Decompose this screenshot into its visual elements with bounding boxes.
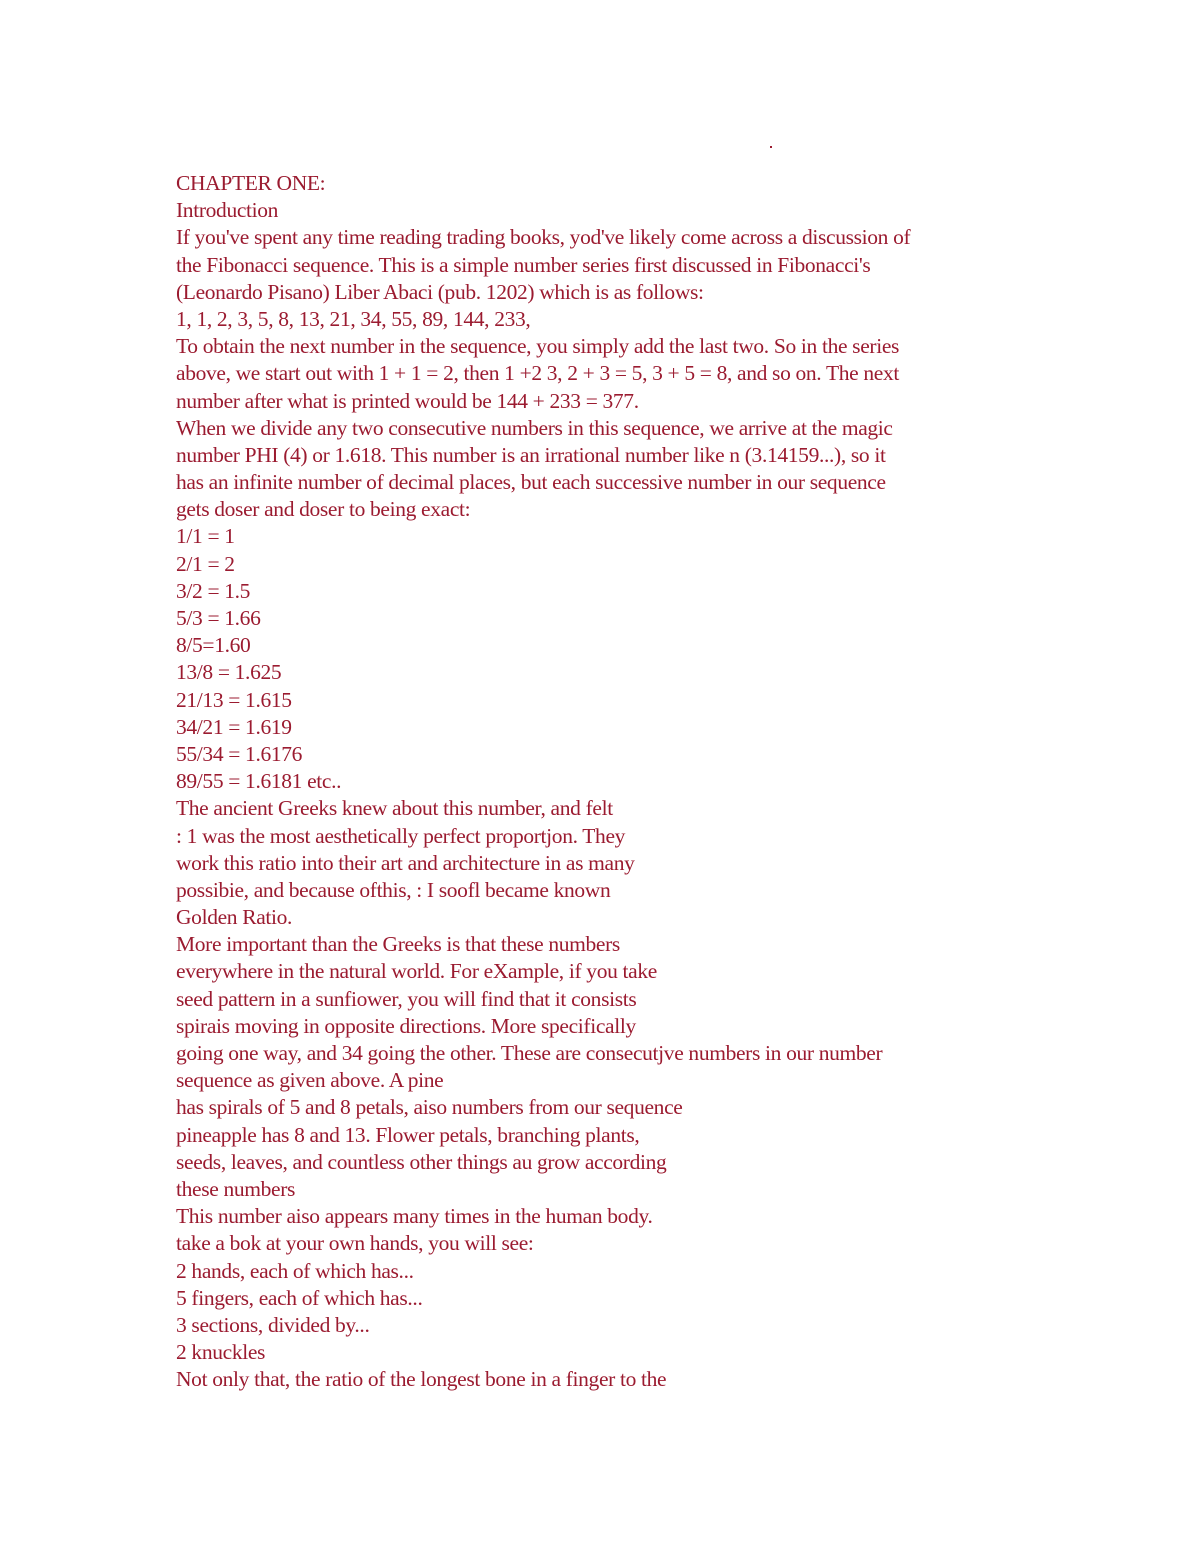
text-line: possibie, and because ofthis, : I soofl became known [176, 877, 611, 902]
text-line: 3 sections, divided by... [176, 1312, 370, 1337]
document-body [176, 170, 910, 1393]
section-heading: Introduction [176, 198, 279, 223]
text-line: going one way, and 34 going the other. These are consecutjve numbers in our number [176, 1041, 883, 1065]
text-line: has an infinite number of decimal places, but each successive number in our sequence [176, 470, 886, 495]
text-line: work this ratio into their art and architecture in as many [176, 850, 635, 875]
text-line: sequence as given above. A pine [176, 1068, 444, 1093]
text-line: : 1 was the most aesthetically perfect proportjon. They [176, 823, 626, 848]
text-line: gets doser and doser to being exact: [176, 497, 471, 522]
text-line: Not only that, the ratio of the longest bone in a finger to the [176, 1367, 667, 1392]
text-line: 21/13 = 1.615 [176, 687, 292, 712]
text-line: 55/34 = 1.6176 [176, 741, 303, 766]
text-line: these numbers [176, 1176, 296, 1201]
text-line: 89/55 = 1.6181 etc.. [176, 769, 342, 794]
text-line: 2/1 = 2 [176, 551, 235, 576]
text-line: 2 knuckles [176, 1340, 266, 1365]
text-line: When we divide any two consecutive numbers in this sequence, we arrive at the magic [176, 415, 893, 440]
text-line: This number aiso appears many times in the human body. [176, 1204, 653, 1229]
text-line: has spirals of 5 and 8 petals, aiso numbers from our sequence [176, 1095, 683, 1120]
text-line: If you've spent any time reading trading books, yod've likely come across a discussion of [176, 225, 911, 250]
text-line: number PHI (4) or 1.618. This number is an irrational number like n (3.14159...), so it [176, 442, 886, 467]
text-line: More important than the Greeks is that these numbers [176, 932, 620, 957]
text-line: 5/3 = 1.66 [176, 606, 261, 630]
text-line: 2 hands, each of which has... [176, 1258, 414, 1283]
text-line: 1, 1, 2, 3, 5, 8, 13, 21, 34, 55, 89, 144, 233, [176, 306, 531, 331]
text-line: spirais moving in opposite directions. More specifically [176, 1013, 636, 1038]
text-line: above, we start out with 1 + 1 = 2, then 1 +2 3, 2 + 3 = 5, 3 + 5 = 8, and so on. The next [176, 361, 899, 386]
text-line: 1/1 = 1 [176, 524, 235, 549]
text-line: The ancient Greeks knew about this number, and felt [176, 796, 613, 821]
text-line: To obtain the next number in the sequence, you simply add the last two. So in the series [176, 334, 900, 359]
chapter-heading: CHAPTER ONE: [176, 171, 326, 195]
text-line: 8/5=1.60 [176, 633, 251, 658]
text-line: Golden Ratio. [176, 905, 293, 930]
text-line: 13/8 = 1.625 [176, 660, 282, 685]
text-line: seed pattern in a sunfiower, you will find that it consists [176, 986, 637, 1011]
text-line: 5 fingers, each of which has... [176, 1285, 423, 1310]
text-line: the Fibonacci sequence. This is a simple number series first discussed in Fibonacci's [176, 252, 871, 277]
text-line: everywhere in the natural world. For eXample, if you take [176, 959, 657, 984]
text-line: pineapple has 8 and 13. Flower petals, branching plants, [176, 1122, 640, 1147]
text-line: 34/21 = 1.619 [176, 714, 292, 739]
text-line: number after what is printed would be 144 + 233 = 377. [176, 388, 639, 413]
stray-mark [770, 146, 772, 148]
text-line: seeds, leaves, and countless other things au grow according [176, 1149, 667, 1174]
text-line: take a bok at your own hands, you will see: [176, 1231, 534, 1256]
text-line: (Leonardo Pisano) Liber Abaci (pub. 1202) which is as follows: [176, 279, 704, 304]
text-line: 3/2 = 1.5 [176, 578, 251, 603]
